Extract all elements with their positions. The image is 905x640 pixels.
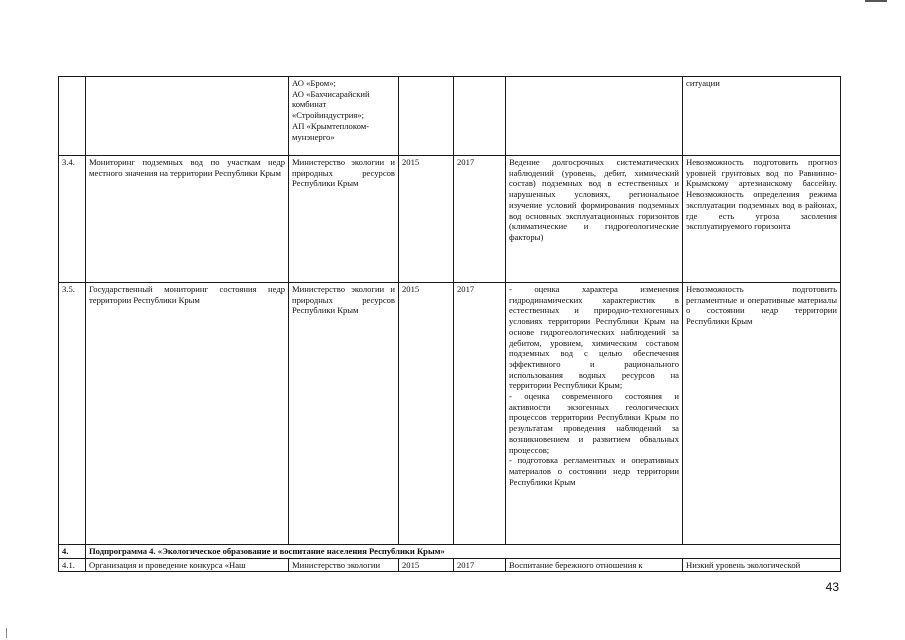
consequences-cell: Невозможность подготовить регламентные и оперативные материалы о состоянии недр территории Республики Крым	[683, 283, 841, 545]
end-year-cell: 2017	[454, 283, 506, 545]
table-row	[59, 156, 841, 283]
result-item: - оценка характера изменения гидродинамических характеристик в естественных и природно-техногенных условиях территории Республики Крым на основе гидрогеологических наблюдений за дебитом, уровнем, химическим составом подземных вод с целью обеспечения эффективного и рационального использования водных ресурсов на территории Республики Крым;	[509, 284, 679, 391]
table-row	[59, 558, 841, 572]
start-year-cell: 2015	[399, 283, 454, 545]
end-year-cell: 2017	[454, 558, 506, 572]
section-title: Подпрограмма 4. «Экологическое образование и воспитание населения Республики Крым»	[86, 545, 841, 559]
scan-edge-mark	[865, 0, 887, 2]
executors-cell	[289, 77, 399, 156]
start-year-cell	[399, 77, 454, 156]
activity-cell: Мониторинг подземных вод по участкам недр местного значения на территории Республики Крым	[86, 156, 289, 283]
end-year-cell: 2017	[454, 156, 506, 283]
row-number: 4.1.	[59, 558, 86, 572]
executor-item: АО «Бром»;	[292, 78, 336, 88]
executors-cell: Министерство экологии и природных ресурсов Республики Крым	[289, 156, 399, 283]
consequences-cell: ситуации	[683, 77, 841, 156]
consequences-cell: Невозможность подготовить прогноз уровней грунтовых вод по Равнинно-Крымскому артезианскому бассейну. Невозможность определения режима эксплуатации подземных вод в районах, где есть угроза засоления эксплуатируемого горизонта	[683, 156, 841, 283]
results-cell: Воспитание бережного отношения к	[506, 558, 683, 572]
results-cell: Ведение долгосрочных систематических наблюдений (уровень, дебит, химический состав) подземных вод в естественных и нарушенных условиях, региональное изучение условий формирования подземных вод основных эксплуатационных горизонтов (климатические и гидрогеологические факторы)	[506, 156, 683, 283]
executor-item: АП «Крымтеплоком-мунэнерго»	[292, 120, 370, 142]
section-number: 4.	[59, 545, 86, 559]
row-number	[59, 77, 86, 156]
row-number: 3.5.	[59, 283, 86, 545]
executors-cell: Министерство экологии	[289, 558, 399, 572]
section-row	[59, 545, 841, 559]
result-item: - оценка современного состояния и активности экзогенных геологических процессов территории Республики Крым по результатам проведения наблюдений за возникновением и развитием обвальных процессов;	[509, 391, 679, 455]
consequences-cell: Низкий уровень экологической	[683, 558, 841, 572]
table-row	[59, 77, 841, 156]
executors-cell: Министерство экологии и природных ресурсов Республики Крым	[289, 283, 399, 545]
program-activities-table	[58, 76, 841, 572]
row-number: 3.4.	[59, 156, 86, 283]
start-year-cell: 2015	[399, 156, 454, 283]
start-year-cell: 2015	[399, 558, 454, 572]
results-cell	[506, 77, 683, 156]
activity-cell: Государственный мониторинг состояния недр территории Республики Крым	[86, 283, 289, 545]
scan-margin-tick	[6, 628, 7, 638]
activity-cell: Организация и проведение конкурса «Наш	[86, 558, 289, 572]
activity-cell	[86, 77, 289, 156]
page-number: 43	[825, 580, 839, 594]
table-row	[59, 283, 841, 545]
result-item: - подготовка регламентных и оперативных материалов о состоянии недр территории Республики Крым	[509, 455, 679, 487]
end-year-cell	[454, 77, 506, 156]
executor-item: АО «Бахчисарайский комбинат «Стройиндустрия»;	[292, 88, 370, 121]
results-cell	[506, 283, 683, 545]
